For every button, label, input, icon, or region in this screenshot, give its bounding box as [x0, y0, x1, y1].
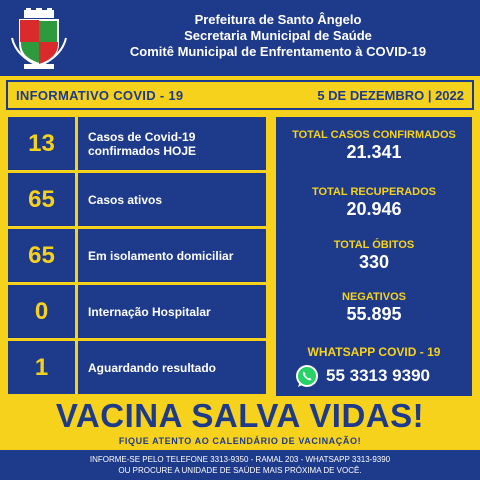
stat-value: 65 [8, 229, 75, 282]
vaccine-subtitle: FIQUE ATENTO AO CALENDÁRIO DE VACINAÇÃO! [118, 436, 362, 446]
info-bar [6, 80, 474, 110]
total-recovered-label: TOTAL RECUPERADOS [311, 186, 437, 198]
whatsapp-number: 55 3313 9390 [326, 366, 430, 385]
info-title: INFORMATIVO COVID - 19 [16, 88, 184, 103]
header-banner [0, 0, 480, 76]
footer [0, 450, 480, 480]
total-negative-value: 55.895 [346, 304, 402, 324]
stat-label: Casos ativos [78, 173, 266, 226]
stat-row [8, 173, 266, 226]
stat-row [8, 229, 266, 282]
header-titles [88, 12, 468, 60]
municipal-crest-icon [10, 8, 68, 70]
stat-value: 65 [8, 173, 75, 226]
whatsapp-contact[interactable] [294, 363, 464, 389]
vaccine-slogan: VACINA SALVA VIDAS! [55, 397, 425, 434]
header-line-1: Prefeitura de Santo Ângelo [194, 12, 362, 27]
total-negative-label: NEGATIVOS [342, 291, 406, 303]
daily-stats [8, 117, 266, 396]
total-recovered [276, 186, 472, 220]
whatsapp-label: WHATSAPP COVID - 19 [307, 345, 441, 359]
total-confirmed-label: TOTAL CASOS CONFIRMADOS [292, 129, 456, 141]
total-deaths-label: TOTAL ÓBITOS [333, 239, 415, 251]
total-confirmed-value: 21.341 [346, 142, 402, 162]
info-date: 5 DE DEZEMBRO | 2022 [317, 88, 464, 103]
stat-row [8, 117, 266, 170]
stat-label: Aguardando resultado [78, 341, 266, 394]
stat-label: Internação Hospitalar [78, 285, 266, 338]
total-confirmed [276, 129, 472, 163]
stat-row [8, 341, 266, 394]
stat-value: 13 [8, 117, 75, 170]
totals-panel [276, 117, 472, 396]
footer-line-1: INFORME-SE PELO TELEFONE 3313-9350 - RAMAL 203 - WHATSAPP 3313-9390 [89, 455, 391, 464]
stat-value: 1 [8, 341, 75, 394]
header-line-2: Secretaria Municipal de Saúde [184, 28, 372, 43]
total-deaths-value: 330 [358, 252, 390, 272]
stat-row [8, 285, 266, 338]
total-deaths [276, 239, 472, 273]
stat-value: 0 [8, 285, 75, 338]
stat-label: Casos de Covid-19 confirmados HOJE [78, 117, 266, 170]
total-recovered-value: 20.946 [346, 199, 402, 219]
total-negative [276, 291, 472, 325]
header-line-3: Comitê Municipal de Enfrentamento à COVID-19 [129, 44, 427, 59]
stat-label: Em isolamento domiciliar [78, 229, 266, 282]
footer-line-2: OU PROCURE A UNIDADE DE SAÚDE MAIS PRÓXIMA DE VOCÊ. [118, 466, 362, 475]
whatsapp-icon [294, 363, 320, 389]
